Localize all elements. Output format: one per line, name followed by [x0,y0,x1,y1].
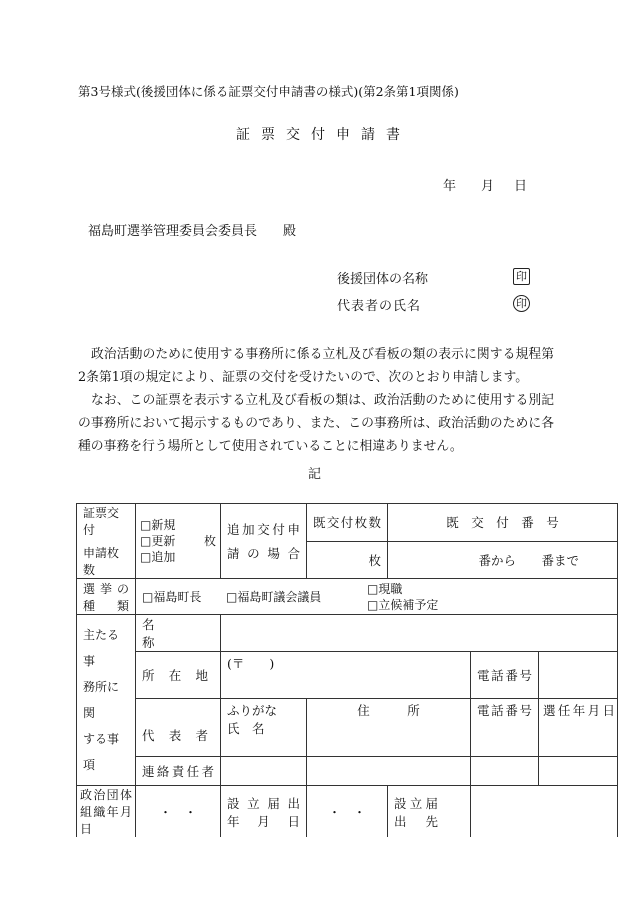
checkbox-candidate[interactable]: □立候補予定 [367,597,439,612]
issued-number-label: 既 交 付 番 号 [388,504,618,542]
rep-name-label: 代表者の氏名 [337,299,422,314]
contact-extra-field[interactable] [539,757,618,786]
issued-count-label: 既交付枚数 [307,504,388,542]
page-title: 証票交付申請書 [236,127,411,143]
checkbox-mayor[interactable]: □福島町長 [142,589,202,604]
declaration-paragraph: なお、この証票を表示する立札及び看板の類は、政治活動のために使用する別記の事務所において掲示するものであり、また、この事務所は、政治活動のために各種の事務を行う場所として使用されていることに相違ありません。 [78,393,554,454]
shimei-label: 氏 名 [227,721,265,736]
furigana-label: ふりがな [227,703,278,718]
representative-label: 代 表 者 [136,699,221,757]
application-paragraph: 政治活動のために使用する事務所に係る立札及び看板の類の表示に関する規程第2条第1項の規定により、証票の交付を受けたいので、次のとおり申請します。 [78,347,554,385]
date-year-label: 年 [443,179,457,194]
contact-address-field[interactable] [307,757,471,786]
office-address-label: 所 在 地 [136,652,221,699]
application-count-label: 証票交付 申請枚数 [77,504,136,579]
establishment-notice-date-field[interactable]: ・ ・ [307,786,388,838]
election-type-label: 選挙の 種 類 [77,579,136,615]
jusho-label: 住 所 [357,703,420,718]
form-number-header: 第3号様式(後援団体に係る証票交付申請書の様式)(第2条第1項関係) [78,84,459,99]
seal-stamp-icon: 印 [513,268,530,285]
rep-name-field[interactable] [221,699,307,757]
mai-unit: 枚 [203,534,216,548]
addressee: 福島町選挙管理委員会委員長 殿 [88,224,297,239]
contact-name-field[interactable] [221,757,307,786]
seal-circle-icon: 印 [513,295,530,312]
tenure-date-field[interactable] [539,699,618,757]
tenure-date-label: 選任年月日 [543,703,615,718]
checkbox-new[interactable]: □新規 [140,518,176,532]
org-formation-date-label: 政治団体 組織年月日 [77,786,136,838]
establishment-notice-dest-label: 設立届 出 先 [388,786,471,838]
date-month-label: 月 [481,179,495,194]
office-phone-label: 電話番号 [471,652,539,699]
date-day-label: 日 [514,179,528,194]
application-table [76,503,618,837]
application-type-options [136,504,221,579]
checkbox-council[interactable]: □福島町議会議員 [226,589,322,604]
additional-issue-label: 追加交付申 請の場合 [221,504,307,579]
establishment-notice-dest-field[interactable] [471,786,618,838]
office-section-label: 主たる事 務所に関 する事項 [77,615,136,786]
org-name-label: 後援団体の名称 [337,272,429,287]
org-formation-date-field[interactable]: ・ ・ [136,786,221,838]
election-type-options [136,579,618,615]
issued-count-field[interactable]: 枚 [307,541,388,579]
ki-heading: 記 [308,467,322,482]
checkbox-add[interactable]: □追加 [140,550,176,564]
contact-person-label: 連絡責任者 [136,757,221,786]
issued-number-range[interactable]: 番から 番まで [388,541,618,579]
rep-phone-label: 電話番号 [477,703,532,718]
checkbox-incumbent[interactable]: □現職 [367,581,403,596]
postal-code-label: (〒 ) [227,656,275,671]
rep-phone-field[interactable] [471,699,539,757]
checkbox-renew[interactable]: □更新 枚 [140,534,216,548]
contact-phone-field[interactable] [471,757,539,786]
rep-address-field[interactable] [307,699,471,757]
establishment-notice-date-label: 設立届出 年 月 日 [221,786,307,838]
office-phone-field[interactable] [539,652,618,699]
office-name-field[interactable] [221,615,618,652]
office-name-label: 名 称 [136,615,221,652]
office-address-field[interactable] [221,652,471,699]
